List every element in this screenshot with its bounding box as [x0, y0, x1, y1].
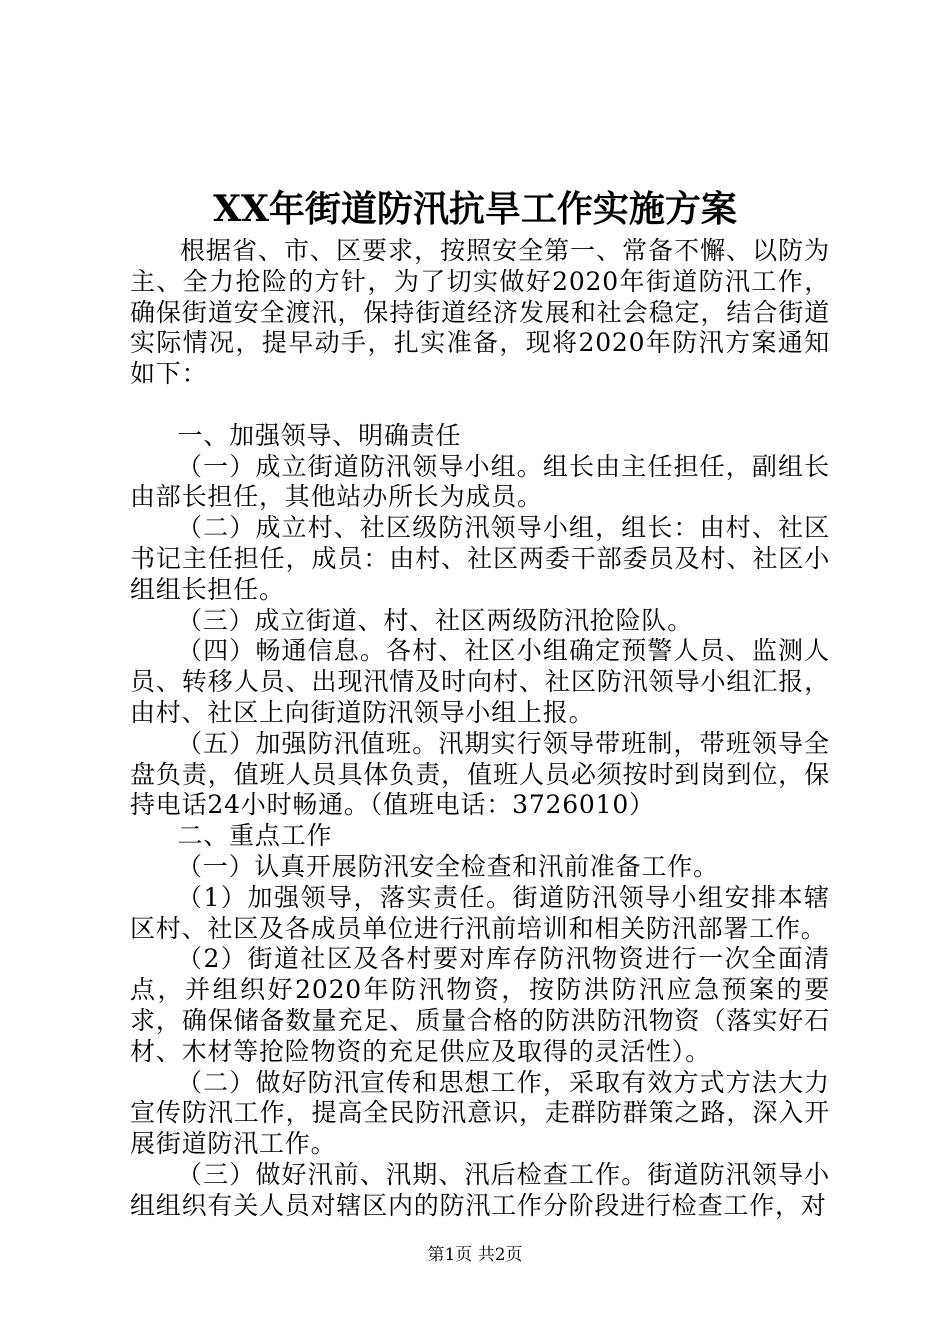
- section-1-item-2: （二）成立村、社区级防汛领导小组，组长：由村、社区书记主任担任，成员：由村、社区两委干部委员及村、社区小组组长担任。: [130, 513, 830, 604]
- paragraph-spacer: [130, 390, 830, 421]
- section-2-item-3: （三）做好汛前、汛期、汛后检查工作。街道防汛领导小组组织有关人员对辖区内的防汛工作分阶段进行检查工作，对: [130, 1159, 830, 1220]
- section-2-subitem-1: （1）加强领导，落实责任。街道防汛领导小组安排本辖区村、社区及各成员单位进行汛前培训和相关防汛部署工作。: [130, 882, 830, 943]
- section-2-item-2: （二）做好防汛宣传和思想工作，采取有效方式方法大力宣传防汛工作，提高全民防汛意识，走群防群策之路，深入开展街道防汛工作。: [130, 1067, 830, 1159]
- section-heading-2: 二、重点工作: [177, 821, 333, 851]
- section-heading-1: 一、加强领导、明确责任: [177, 420, 462, 450]
- document-title: XX年街道防汛抗旱工作实施方案: [213, 188, 737, 230]
- section-1-item-4: （四）畅通信息。各村、社区小组确定预警人员、监测人员、转移人员、出现汛情及时向村、社区防汛领导小组汇报，由村、社区上向街道防汛领导小组上报。: [130, 636, 830, 727]
- document-body: [130, 236, 830, 1222]
- section-2-item-1: （一）认真开展防汛安全检查和汛前准备工作。: [177, 851, 719, 881]
- intro-paragraph: 根据省、市、区要求，按照安全第一、常备不懈、以防为主、全力抢险的方针，为了切实做好2020年街道防汛工作，确保街道安全渡汛，保持街道经济发展和社会稳定，结合街道实际情况，提早动手，扎实准备，现将2020年防汛方案通知如下：: [130, 236, 830, 389]
- section-2-subitem-2: （2）街道社区及各村要对库存防汛物资进行一次全面清点，并组织好2020年防汛物资，按防洪防汛应急预案的要求，确保储备数量充足、质量合格的防洪防汛物资（落实好石材、木材等抢险物资的充足供应及取得的灵活性）。: [130, 944, 830, 1066]
- page-footer: 第1页 共2页: [427, 1245, 523, 1265]
- section-1-item-3: （三）成立街道、村、社区两级防汛抢险队。: [177, 605, 694, 635]
- section-1-item-1: （一）成立街道防汛领导小组。组长由主任担任，副组长由部长担任，其他站办所长为成员。: [130, 451, 830, 512]
- section-1-item-5: （五）加强防汛值班。汛期实行领导带班制，带班领导全盘负责，值班人员具体负责，值班人员必须按时到岗到位，保持电话24小时畅通。（值班电话：3726010）: [130, 728, 830, 820]
